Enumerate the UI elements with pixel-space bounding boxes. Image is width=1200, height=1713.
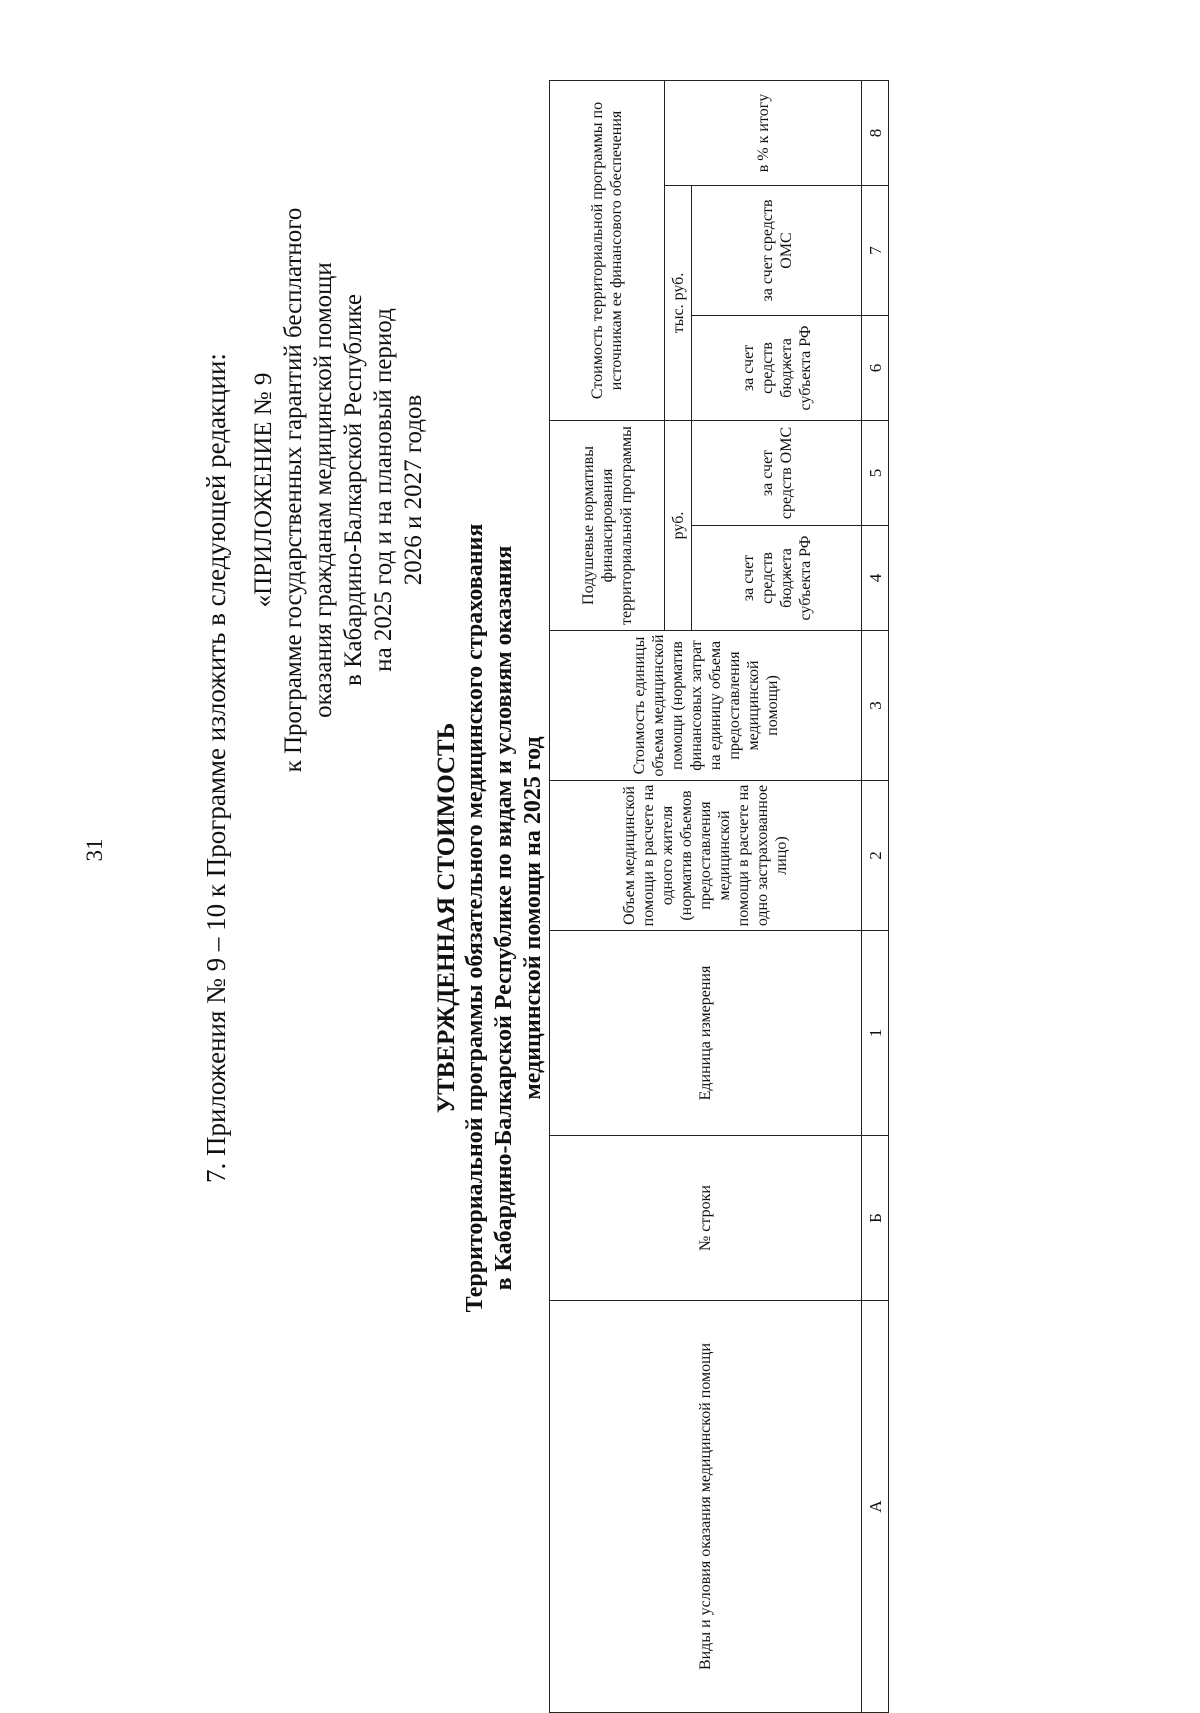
column-number: Б: [862, 1136, 889, 1301]
column-number: 8: [862, 80, 889, 185]
header-program-cost: Стоимость территориальной программы по источникам ее финансового обеспечения: [550, 80, 665, 420]
appendix-line: 2026 и 2027 годов: [400, 394, 427, 586]
page-number: 31: [82, 838, 107, 862]
header-per-capita: Подушевые нормативы финансирования территориальной программы: [550, 420, 665, 630]
column-number: 4: [862, 526, 889, 631]
header-types: Виды и условия оказания медицинской помощи: [550, 1301, 862, 1713]
column-number: 7: [862, 185, 889, 315]
column-number: 3: [862, 631, 889, 781]
header-program-cost-unit: тыс. руб.: [665, 185, 692, 420]
title-subline: Территориальной программы обязательного медицинского страхования: [462, 523, 488, 1313]
title-main: УТВЕРЖДЕННАЯ СТОИМОСТЬ: [433, 722, 460, 1114]
appendix-line: оказания гражданам медицинской помощи: [310, 262, 337, 718]
header-unit: Единица измерения: [550, 931, 862, 1136]
column-number: 2: [862, 781, 889, 931]
header-oms: за счет средств ОМС: [692, 420, 862, 525]
column-number-row: [862, 80, 889, 1712]
appendix-line: «ПРИЛОЖЕНИЕ № 9: [250, 372, 277, 608]
column-number: 1: [862, 931, 889, 1136]
header-row-number: № строки: [550, 1136, 862, 1301]
intro-paragraph: 7. Приложения № 9 – 10 к Программе изложить в следующей редакции:: [201, 353, 231, 1183]
document-title: [432, 508, 548, 1328]
appendix-line: в Кабардино-Балкарской Республике: [340, 294, 367, 686]
column-number: А: [862, 1301, 889, 1713]
title-subline: в Кабардино-Балкарской Республике по видам и условиям оказания: [491, 545, 517, 1291]
header-unit-cost: Стоимость единицы объема медицинской помощи (норматив финансовых затрат на единицу объема предоставления медицинской помощи): [550, 631, 862, 781]
header-budget-rf: за счет средств бюджета субъекта РФ: [692, 315, 862, 420]
cost-table: [549, 80, 889, 1713]
cost-table-wrapper: [549, 81, 889, 1713]
header-volume: Объем медицинской помощи в расчете на одного жителя (норматив объемов предоставления медицинской помощи в расчете на одно застрахованное лицо): [550, 781, 862, 931]
header-per-capita-unit: руб.: [665, 420, 692, 630]
table-header-row: [550, 80, 665, 1712]
appendix-line: на 2025 год и на плановый период: [370, 308, 397, 672]
title-subline: медицинской помощи на 2025 год: [520, 736, 546, 1100]
header-budget-rf: за счет средств бюджета субъекта РФ: [692, 526, 862, 631]
column-number: 6: [862, 315, 889, 420]
column-number: 5: [862, 420, 889, 525]
appendix-line: к Программе государственных гарантий бесплатного: [280, 207, 307, 773]
header-oms: за счет средств ОМС: [692, 185, 862, 315]
header-percent: в % к итогу: [665, 80, 862, 185]
appendix-heading: [249, 110, 427, 870]
